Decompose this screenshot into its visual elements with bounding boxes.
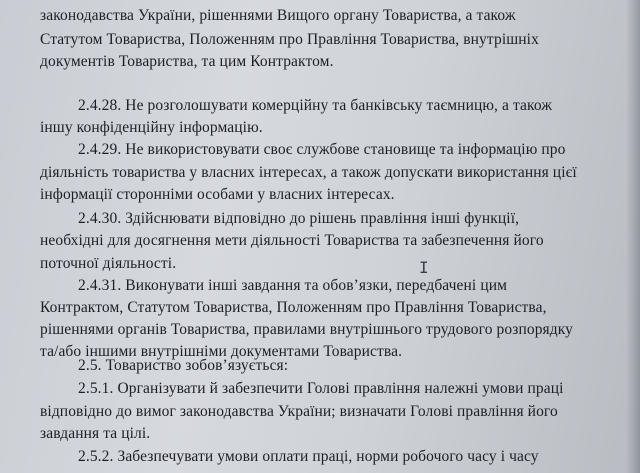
- text-line: необхідні для досягнення мети діяльності Товариства та забезпечення його: [40, 232, 544, 249]
- text-line: поточної діяльності.: [40, 255, 177, 272]
- text-line: рішеннями органів Товариства, правилами внутрішнього трудового розпорядку: [40, 321, 574, 338]
- text-line: діяльність товариства у власних інтересах, а також допускати використання цієї: [40, 164, 577, 181]
- paragraph-2-5-1: 2.5.1. Організувати й забезпечити Голові правління належні умови праці: [78, 380, 564, 397]
- paragraph-2-4-28: 2.4.28. Не розголошувати комерційну та банківську таємницю, а також: [78, 97, 553, 114]
- text-line: законодавства України, рішеннями Вищого органу Товариства, а також: [40, 7, 516, 24]
- text-line: відповідно до вимог законодавства України; визначати Голові правління його: [40, 403, 558, 420]
- text-line: та/або іншими внутрішніми документами Товариства.: [40, 343, 403, 360]
- section-heading-2-5: 2.5. Товариство зобов’язується:: [78, 357, 289, 374]
- screen-edge-shadow: [626, 0, 640, 473]
- paragraph-2-4-29: 2.4.29. Не використовувати своє службове становище та інформацію про: [78, 141, 566, 158]
- text-line: Контрактом, Статутом Товариства, Положенням про Правління Товариства,: [40, 299, 547, 316]
- text-line: інформації сторонніми особами у власних інтересах.: [40, 186, 395, 203]
- text-line: документів Товариства, та цим Контрактом.: [40, 53, 334, 70]
- paragraph-2-4-31: 2.4.31. Виконувати інші завдання та обов’язки, передбачені цим: [78, 277, 508, 294]
- paragraph-2-5-2: 2.5.2. Забезпечувати умови оплати праці, норми робочого часу і часу: [78, 448, 539, 465]
- paragraph-2-4-30: 2.4.30. Здійснювати відповідно до рішень правління інші функції,: [78, 210, 520, 227]
- text-line: Статутом Товариства, Положенням про Правління Товариства, внутрішніх: [40, 31, 539, 48]
- text-cursor-icon: I: [419, 258, 429, 277]
- text-line: іншу конфіденційну інформацію.: [40, 119, 263, 136]
- text-line: завдання та цілі.: [40, 425, 151, 442]
